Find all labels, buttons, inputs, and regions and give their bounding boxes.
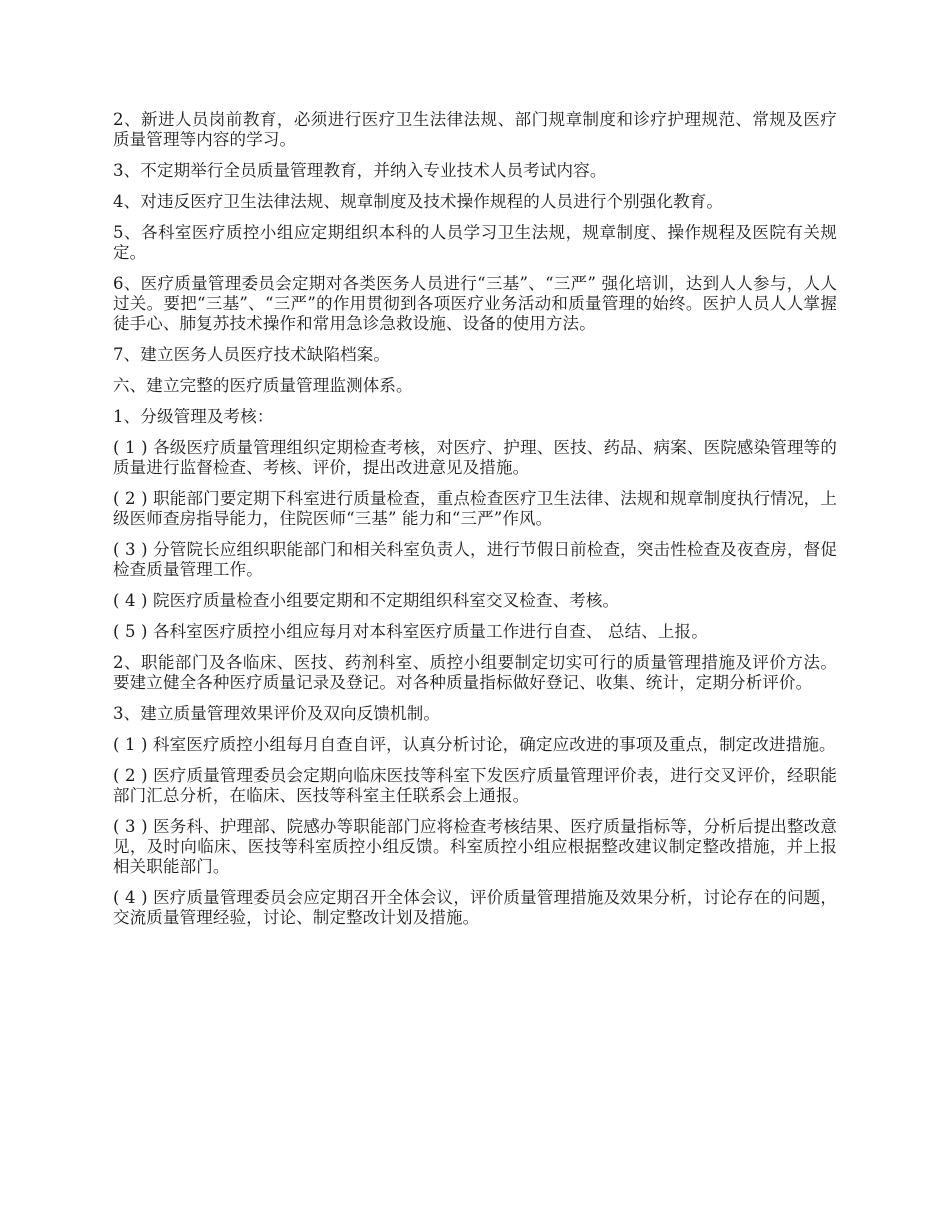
list-item-tiered-1: ( 1 ) 各级医疗质量管理组织定期检查考核，对医疗、护理、医技、药品、病案、医院感染管理等的质量进行监督检查、考核、评价，提出改进意见及措施。 [113,438,837,477]
list-item-feedback-2: ( 2 ) 医疗质量管理委员会定期向临床医技等科室下发医疗质量管理评价表，进行交叉评价，经职能部门汇总分析，在临床、医技等科室主任联系会上通报。 [113,766,837,805]
list-item-feedback-4: ( 4 ) 医疗质量管理委员会应定期召开全体会议，评价质量管理措施及效果分析，讨论存在的问题，交流质量管理经验，讨论、制定整改计划及措施。 [113,888,837,927]
paragraph-education-departments: 5、各科室医疗质控小组应定期组织本科的人员学习卫生法规，规章制度、操作规程及医院有关规定。 [113,223,837,262]
list-item-feedback-3: ( 3 ) 医务科、护理部、院感办等职能部门应将检查考核结果、医疗质量指标等，分析后提出整改意见，及时向临床、医技等科室质控小组反馈。科室质控小组应根据整改建议制定整改措施，并上报相关职能部门。 [113,817,837,876]
paragraph-education-new-staff: 2、新进人员岗前教育，必须进行医疗卫生法律法规、部门规章制度和诊疗护理规范、常规及医疗质量管理等内容的学习。 [113,110,837,149]
subheading-feedback-mechanism: 3、建立质量管理效果评价及双向反馈机制。 [113,704,440,723]
paragraph-quality-measures: 2、职能部门及各临床、医技、药剂科室、质控小组要制定切实可行的质量管理措施及评价方法。要建立健全各种医疗质量记录及登记。对各种质量指标做好登记、收集、统计，定期分析评价。 [113,653,837,692]
subheading-tiered-management: 1、分级管理及考核： [113,407,274,426]
paragraph-education-training: 6、医疗质量管理委员会定期对各类医务人员进行“三基”、“三严” 强化培训，达到人人参与，人人过关。要把“三基”、“三严”的作用贯彻到各项医疗业务活动和质量管理的始终。医护人员人人掌握徒手心、肺复苏技术操作和常用急诊急救设施、设备的使用方法。 [113,274,837,333]
list-item-tiered-2: ( 2 ) 职能部门要定期下科室进行质量检查，重点检查医疗卫生法律、法规和规章制度执行情况，上级医师查房指导能力，住院医师“三基” 能力和“三严”作风。 [113,489,837,528]
paragraph-education-violators: 4、对违反医疗卫生法律法规、规章制度及技术操作规程的人员进行个别强化教育。 [113,192,724,211]
list-item-tiered-3: ( 3 ) 分管院长应组织职能部门和相关科室负责人，进行节假日前检查，突击性检查及夜查房，督促检查质量管理工作。 [113,540,837,579]
list-item-tiered-4: ( 4 ) 院医疗质量检查小组要定期和不定期组织科室交叉检查、考核。 [113,591,620,610]
section-heading-monitoring: 六、建立完整的医疗质量管理监测体系。 [113,376,413,395]
list-item-feedback-1: ( 1 ) 科室医疗质控小组每月自查自评，认真分析讨论，确定应改进的事项及重点，制定改进措施。 [113,735,836,754]
paragraph-education-defect-archive: 7、建立医务人员医疗技术缺陷档案。 [113,345,391,364]
document-body [113,110,837,939]
list-item-tiered-5: ( 5 ) 各科室医疗质控小组应每月对本科室医疗质量工作进行自查、 总结、上报。 [113,622,708,641]
paragraph-education-all-staff: 3、不定期举行全员质量管理教育，并纳入专业技术人员考试内容。 [113,161,607,180]
